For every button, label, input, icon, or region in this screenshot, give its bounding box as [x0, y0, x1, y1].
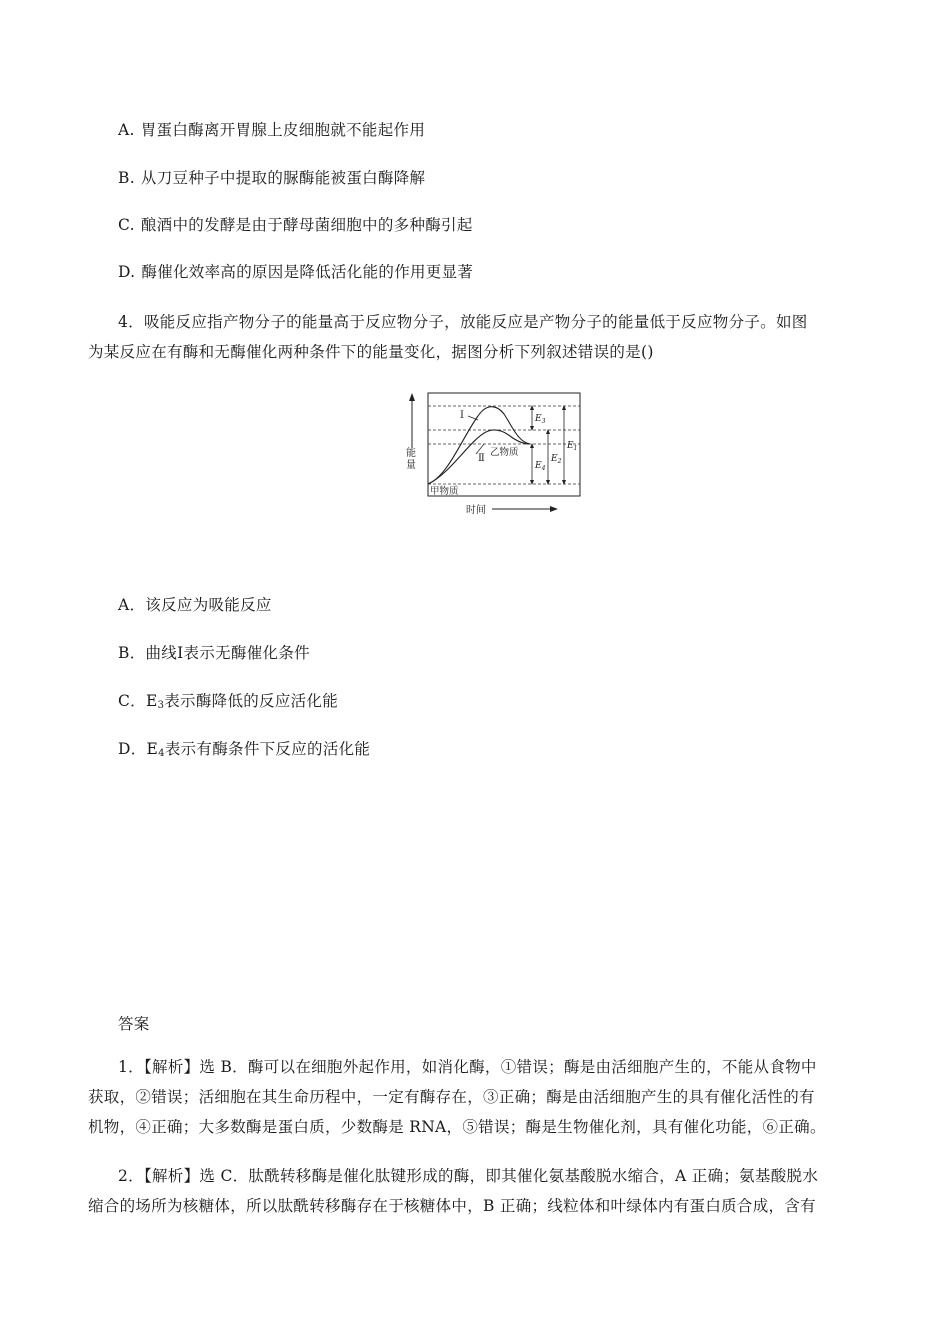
- question-4-line-2: 为某反应在有酶和无酶催化两种条件下的能量变化，据图分析下列叙述错误的是(): [88, 343, 654, 361]
- answer-1-line-1: 1．【解析】选 B．酶可以在细胞外起作用，如消化酶，①错误；酶是由活细胞产生的，不能从食物中: [118, 1058, 817, 1076]
- y-label-1: 能: [406, 448, 416, 459]
- q4-option-a: A．该反应为吸能反应: [118, 596, 272, 614]
- e4-label: $E_4$: [535, 461, 546, 472]
- q3-option-d: D. 酶催化效率高的原因是降低活化能的作用更显著: [118, 263, 474, 281]
- e1-label: $E_1$: [567, 441, 578, 452]
- answer-2-line-2: 缩合的场所为核糖体，所以肽酰转移酶存在于核糖体中，B 正确；线粒体和叶绿体内有蛋白质合成，含有: [88, 1197, 816, 1215]
- curve-1: [428, 407, 530, 484]
- y-label-2: 量: [406, 460, 416, 471]
- answer-2-line-1: 2．【解析】选 C．肽酰转移酶是催化肽键形成的酶，即其催化氨基酸脱水缩合，A 正确；氨基酸脱水: [118, 1167, 819, 1185]
- x-label: 时间: [466, 505, 486, 516]
- plot-frame: [428, 393, 580, 496]
- product-label: 乙物质: [490, 447, 519, 458]
- curve-1-label: Ⅰ: [460, 410, 464, 421]
- answers-heading: 答案: [118, 1015, 150, 1033]
- q3-option-a: A. 胃蛋白酶离开胃腺上皮细胞就不能起作用: [118, 121, 426, 139]
- q4-option-c: C．$E_3$表示酶降低的反应活化能: [118, 692, 339, 711]
- e3-label: $E_3$: [535, 414, 546, 425]
- e2-label: $E_2$: [551, 454, 562, 465]
- question-4-line-1: 4．吸能反应指产物分子的能量高于反应物分子，放能反应是产物分子的能量低于反应物分子。如图: [118, 313, 808, 331]
- energy-diagram: [400, 388, 590, 523]
- reactant-label: 甲物质: [430, 486, 459, 497]
- q3-option-c: C. 酿酒中的发酵是由于酵母菌细胞中的多种酶引起: [118, 216, 473, 234]
- curve-2-label: Ⅱ: [478, 453, 485, 464]
- q4-option-b: B．曲线Ⅰ表示无酶催化条件: [118, 644, 310, 662]
- answer-1-line-3: 机物，④正确；大多数酶是蛋白质，少数酶是 RNA，⑤错误；酶是生物催化剂，具有催化功能，⑥正确。: [88, 1118, 826, 1136]
- q3-option-b: B. 从刀豆种子中提取的脲酶能被蛋白酶降解: [118, 169, 426, 187]
- q4-option-d: D．$E_4$表示有酶条件下反应的活化能: [118, 740, 371, 759]
- answer-1-line-2: 获取，②错误；活细胞在其生命历程中，一定有酶存在，③正确；酶是由活细胞产生的具有催化活性的有: [88, 1088, 815, 1106]
